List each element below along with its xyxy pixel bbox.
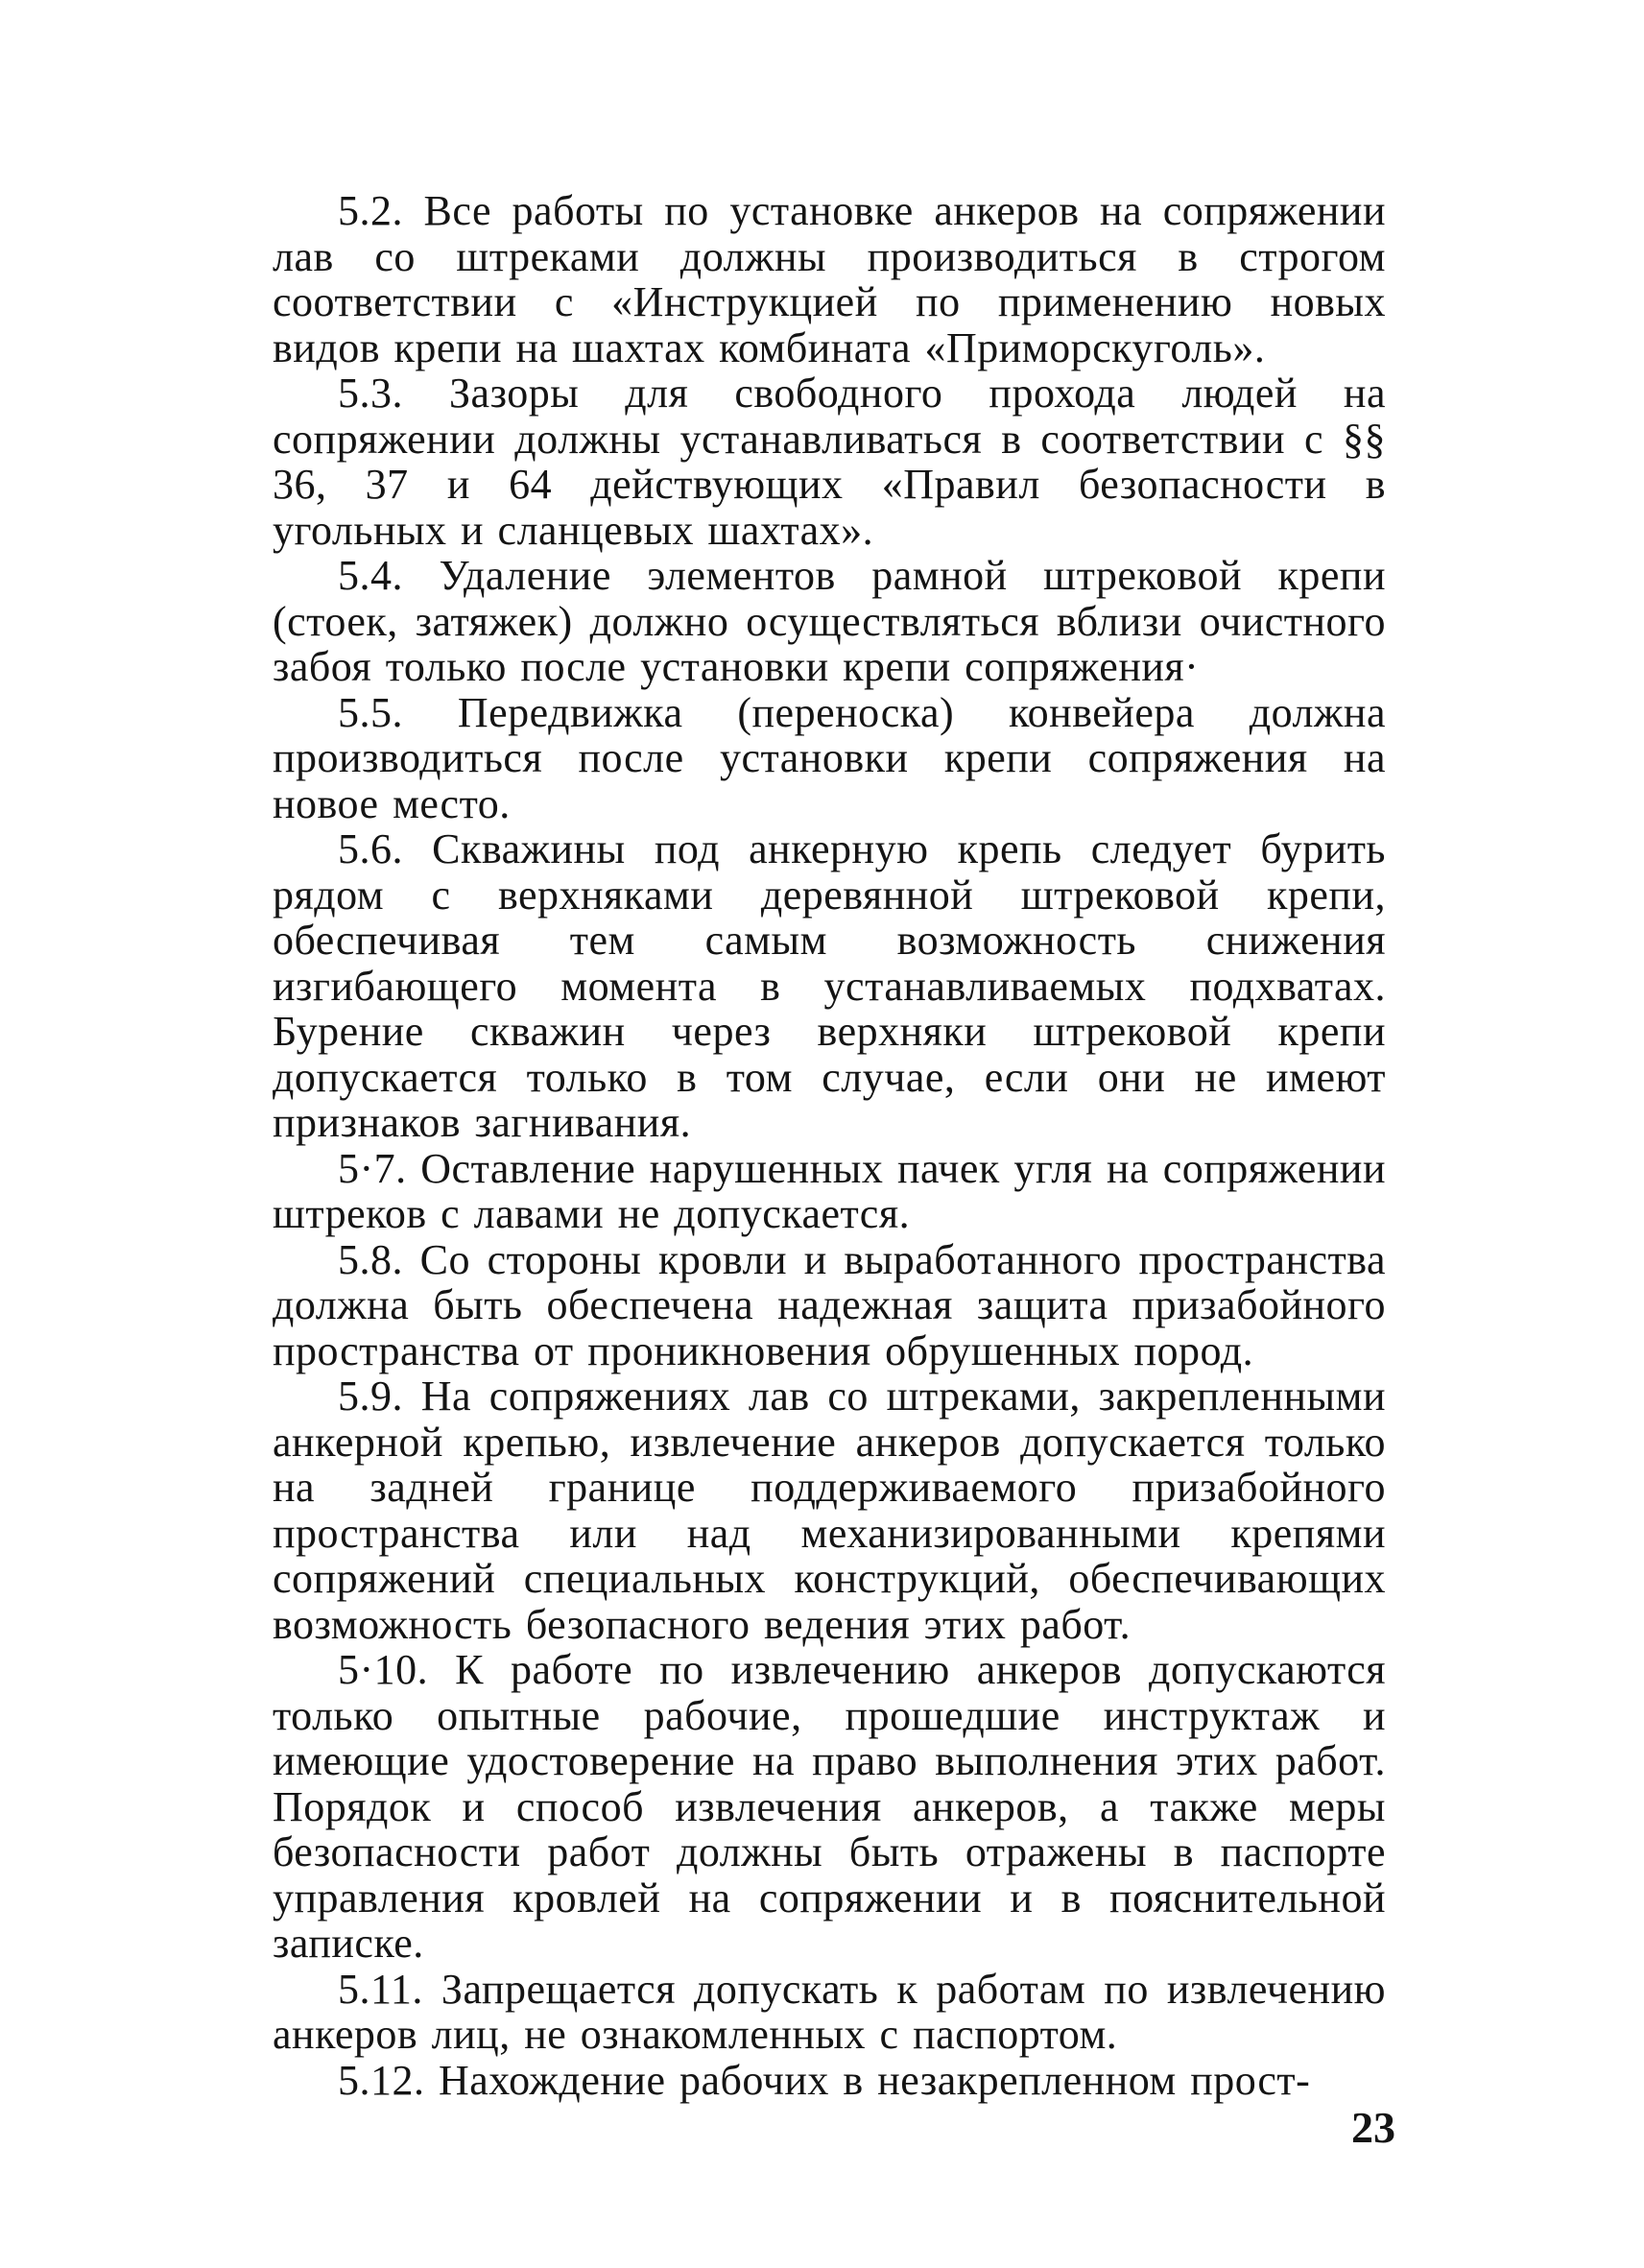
paragraph-5-8: 5.8. Со стороны кровли и выработанного пространства должна быть обеспечена надежная защита призабойного пространства от проникновения обрушенных пород. [273,1235,1386,1374]
paragraph-5-11: 5.11. Запрещается допускать к работам по извлечению анкеров лиц, не ознакомленных с паспортом. [273,1965,1386,2058]
paragraph-5-3: 5.3. Зазоры для свободного прохода людей на сопряжении должны устанавливаться в соответствии с §§ 36, 37 и 64 действующих «Правил безопасности в угольных и сланцевых шахтах». [273,370,1386,554]
page-number: 23 [1351,2103,1395,2152]
paragraph-5-5: 5.5. Передвижка (переноска) конвейера должна производиться после установки крепи сопряжения на новое место. [273,688,1386,827]
paragraph-5-7: 5·7. Оставление нарушенных пачек угля на сопряжении штреков с лавами не допускается. [273,1144,1386,1237]
paragraph-5-12: 5.12. Нахождение рабочих в незакрепленном прост- [338,2056,1311,2104]
paragraph-5-2: 5.2. Все работы по установке анкеров на сопряжении лав со штреками должны производиться в строгом соответствии с «Инструкцией по применению новых видов крепи на шахтах комбината «Приморскуголь». [273,187,1386,371]
body-text [273,188,1386,2103]
paragraph-5-6: 5.6. Скважины под анкерную крепь следует бурить рядом с верхняками деревянной штрековой крепи, обеспечивая тем самым возможность снижения изгибающего момента в устанавливаемых подхватах. Бурение скважин через верхняки штрековой крепи допускается только в том случае, если они не имеют признаков загнивания. [273,825,1386,1146]
paragraph-5-4: 5.4. Удаление элементов рамной штрековой крепи (стоек, затяжек) должно осуществляться вблизи очистного забоя только после установки крепи сопряжения· [273,552,1386,690]
paragraph-5-9: 5.9. На сопряжениях лав со штреками, закрепленными анкерной крепью, извлечение анкеров допускается только на задней границе поддерживаемого призабойного пространства или над механизированными крепями сопряжений специальных конструкций, обеспечивающих возможность безопасного ведения этих работ. [273,1373,1386,1648]
paragraph-5-10: 5·10. К работе по извлечению анкеров допускаются только опытные рабочие, прошедшие инструктаж и имеющие удостоверение на право выполнения этих работ. Порядок и способ извлечения анкеров, а также меры безопасности работ должны быть отражены в паспорте управления кровлей на сопряжении и в пояснительной записке. [273,1646,1386,1967]
